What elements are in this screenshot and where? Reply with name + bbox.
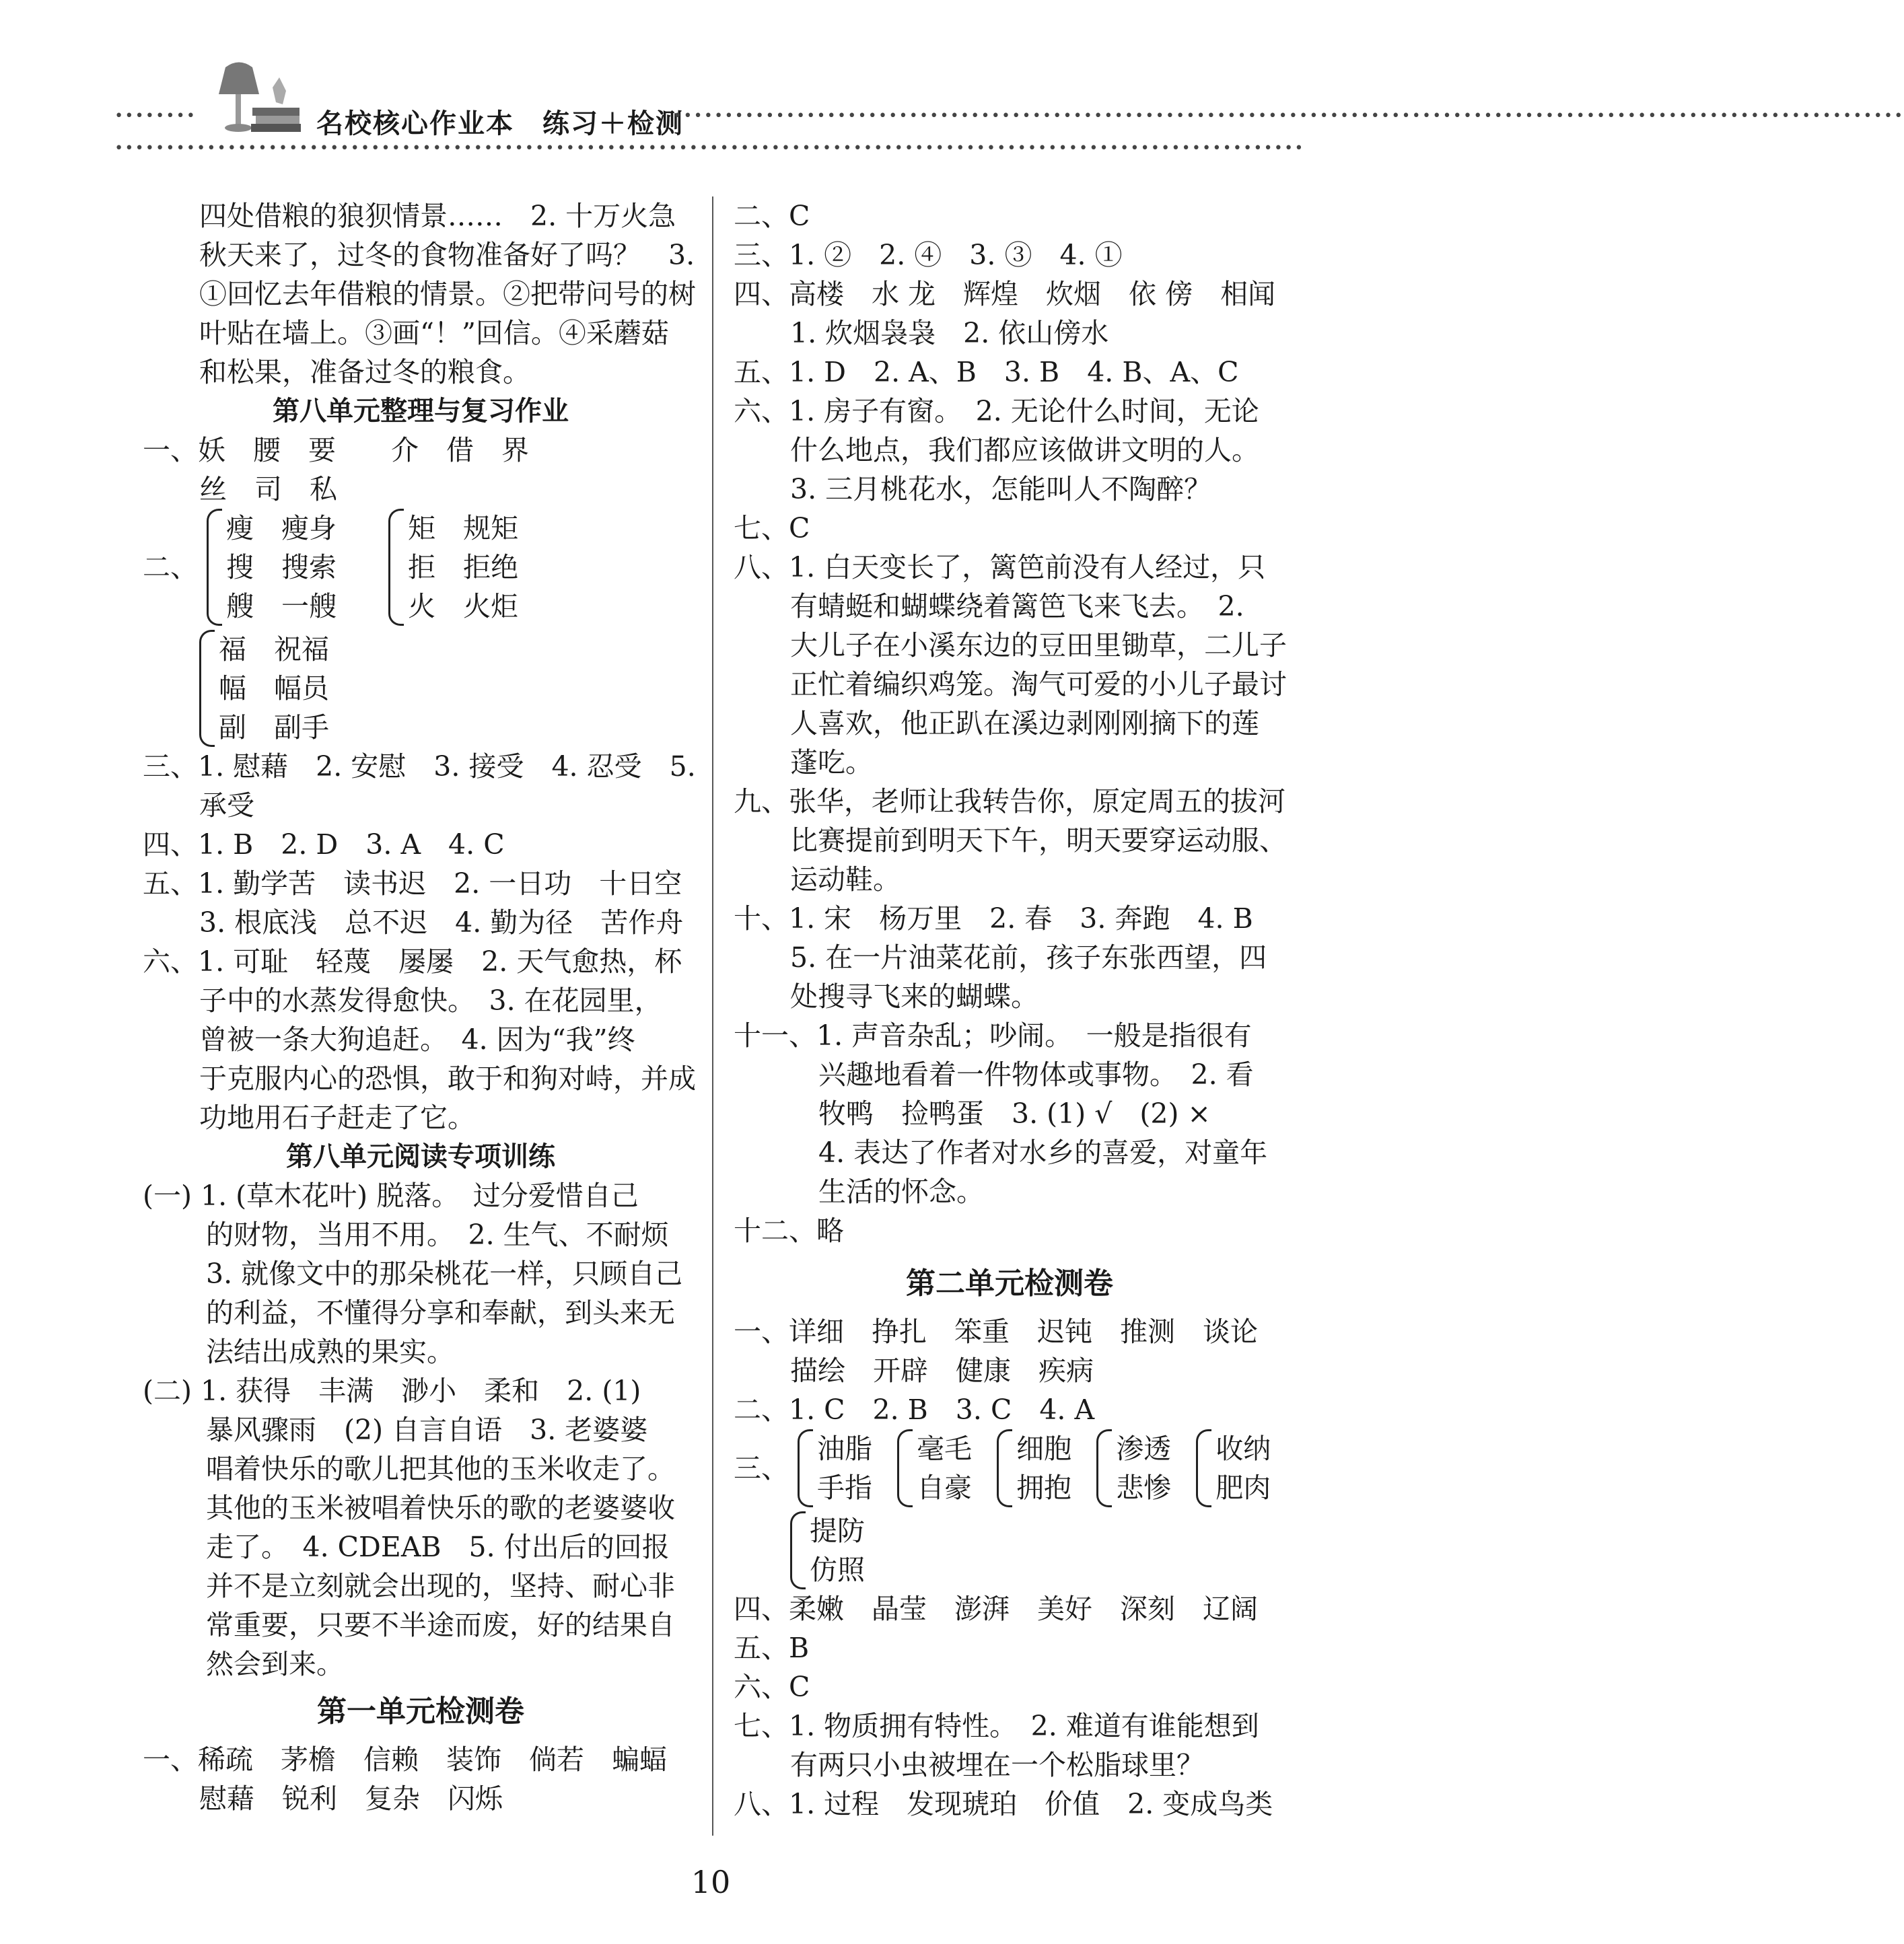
brace-item: 毫毛 (917, 1433, 973, 1465)
answer-line: 慰藉 锐利 复杂 闪烁 (199, 1783, 503, 1815)
column-divider (712, 196, 713, 1836)
answer-line: 3. 三月桃花水，怎能叫人不陶醉？ (790, 473, 1212, 505)
question-number: 二、 (143, 551, 198, 583)
answer-line: 十、1. 宋 杨万里 2. 春 3. 奔跑 4. B (734, 902, 1253, 935)
brace-set-3 (199, 630, 329, 747)
answer-line: (二) 1. 获得 丰满 渺小 柔和 2. (1) (143, 1375, 641, 1407)
brace-group-3 (734, 1429, 1285, 1507)
answer-line: 四、高楼 水 龙 辉煌 炊烟 依 傍 相闻 (734, 278, 1276, 310)
section-title: 第一单元检测卷 (317, 1694, 524, 1729)
brace-item: 渗透 (1116, 1433, 1172, 1465)
brace-group-2b (143, 630, 699, 747)
brace-item: 肥肉 (1215, 1472, 1271, 1504)
brace-pair-6 (790, 1511, 865, 1589)
brace-pair-2 (897, 1429, 972, 1507)
brace-item: 自豪 (917, 1472, 973, 1504)
brace-item: 拒 拒绝 (408, 551, 519, 583)
text-line: 和松果，准备过冬的粮食。 (199, 356, 530, 388)
answer-line: 三、1. 慰藉 2. 安慰 3. 接受 4. 忍受 5. (143, 750, 696, 783)
brace-item: 副 副手 (219, 711, 329, 744)
answer-line: 七、C (734, 512, 810, 544)
answer-line: 十一、1. 声音杂乱；吵闹。 一般是指很有 (734, 1019, 1252, 1052)
answer-line: 运动鞋。 (790, 863, 901, 896)
answer-line: 承受 (199, 789, 254, 822)
header-dots-bottom: •••••••••••••••••••••••••••••••••••••••••••••••••••••••••••••••••••••••••••••••••••••••••••••••••••••••••••••••••••• (114, 140, 1305, 157)
answer-line: 于克服内心的恐惧，敢于和狗对峙，并成 (199, 1063, 696, 1095)
answer-line: 十二、略 (734, 1215, 844, 1247)
answer-line: 三、1. ② 2. ④ 3. ③ 4. ① (734, 239, 1123, 271)
answer-line: 六、1. 房子有窗。 2. 无论什么时间，无论 (734, 395, 1259, 427)
answer-line: 的财物，当用不用。 2. 生气、不耐烦 (206, 1219, 669, 1251)
answer-line: 处搜寻飞来的蝴蝶。 (790, 980, 1038, 1013)
answer-line: 人喜欢，他正趴在溪边剥刚刚摘下的莲 (790, 707, 1259, 740)
brace-set-1 (207, 509, 337, 626)
right-column (734, 196, 1285, 1824)
answer-line: 常重要，只要不半途而废，好的结果自 (206, 1609, 675, 1641)
section-heading: 第八单元阅读专项训练 (286, 1141, 555, 1172)
answer-line: 六、C (734, 1671, 810, 1703)
answer-line: 八、1. 白天变长了，篱笆前没有人经过，只 (734, 551, 1266, 583)
brace-item: 瘦 瘦身 (226, 512, 337, 544)
answer-line: 一、详细 挣扎 笨重 迟钝 推测 谈论 (734, 1316, 1258, 1348)
answer-line: 5. 在一片油菜花前，孩子东张西望，四 (790, 941, 1267, 974)
answer-line: 唱着快乐的歌儿把其他的玉米收走了。 (206, 1453, 675, 1485)
answer-line: 一、稀疏 茅檐 信赖 装饰 倘若 蝙蝠 (143, 1743, 667, 1776)
brace-item: 仿照 (810, 1554, 865, 1586)
brace-item: 悲惨 (1116, 1472, 1172, 1504)
section-heading: 第八单元整理与复习作业 (273, 396, 569, 427)
answer-line: 七、1. 物质拥有特性。 2. 难道有谁能想到 (734, 1710, 1259, 1742)
brace-item: 手指 (817, 1472, 873, 1504)
section-title: 第二单元检测卷 (906, 1266, 1113, 1301)
answer-line: 蓬吃。 (790, 746, 873, 779)
brace-pair-4 (1096, 1429, 1171, 1507)
answer-line: 3. 就像文中的那朵桃花一样，只顾自己 (206, 1258, 683, 1290)
brace-item: 火 火炬 (408, 590, 519, 622)
answer-line: 比赛提前到明天下午，明天要穿运动服、 (790, 824, 1287, 857)
answer-line: 八、1. 过程 发现琥珀 价值 2. 变成鸟类 (734, 1788, 1273, 1820)
answer-line: 其他的玉米被唱着快乐的歌的老婆婆收 (206, 1492, 675, 1524)
brace-item: 福 祝福 (219, 633, 329, 665)
brace-item: 收纳 (1215, 1433, 1271, 1465)
answer-line: 1. 炊烟袅袅 2. 依山傍水 (790, 317, 1109, 349)
brace-item: 拥抱 (1016, 1472, 1072, 1504)
answer-line: 功地用石子赶走了它。 (199, 1102, 475, 1134)
header-title: 名校核心作业本 练习＋检测 (316, 108, 684, 139)
answer-line: 3. 根底浅 总不迟 4. 勤为径 苦作舟 (199, 906, 684, 939)
answer-line: 二、1. C 2. B 3. C 4. A (734, 1394, 1095, 1426)
brace-item: 油脂 (817, 1433, 873, 1465)
text-line: 四处借粮的狼狈情景…… 2. 十万火急 (199, 200, 676, 232)
answer-line: 四、柔嫩 晶莹 澎湃 美好 深刻 辽阔 (734, 1593, 1258, 1625)
answer-line: 生活的怀念。 (818, 1176, 984, 1208)
left-column (143, 196, 699, 1818)
text-line: 秋天来了，过冬的食物准备好了吗？ 3. (199, 239, 695, 271)
brace-item: 搜 搜索 (226, 551, 337, 583)
answer-line: 然会到来。 (206, 1648, 344, 1680)
lamp-and-books-icon (199, 54, 306, 141)
brace-group-3b (734, 1511, 1285, 1589)
brace-group-2 (143, 509, 699, 626)
answer-line: 二、C (734, 200, 810, 232)
header-dots-left: •••••••• (114, 108, 197, 124)
question-number: 三、 (734, 1452, 789, 1484)
text-line: ①回忆去年借粮的情景。②把带问号的树 (199, 278, 696, 310)
answer-line: 四、1. B 2. D 3. A 4. C (143, 828, 505, 861)
brace-set-2 (388, 509, 518, 626)
brace-item: 细胞 (1016, 1433, 1072, 1465)
answer-line: 4. 表达了作者对水乡的喜爱，对童年 (818, 1137, 1268, 1169)
answer-line: 正忙着编织鸡笼。淘气可爱的小儿子最讨 (790, 668, 1287, 700)
answer-line: 法结出成熟的果实。 (206, 1336, 454, 1368)
answer-line: 的利益，不懂得分享和奉献，到头来无 (206, 1297, 675, 1329)
answer-line: 九、张华，老师让我转告你，原定周五的拔河 (734, 785, 1285, 818)
answer-line: 曾被一条大狗追赶。 4. 因为“我”终 (199, 1023, 635, 1056)
answer-line: 牧鸭 捡鸭蛋 3. (1) √ (2) × (818, 1097, 1211, 1130)
brace-pair-5 (1196, 1429, 1271, 1507)
brace-pair-1 (798, 1429, 872, 1507)
answer-line: 并不是立刻就会出现的，坚持、耐心非 (206, 1570, 675, 1602)
page-number: 10 (691, 1864, 731, 1900)
answer-line: 有蜻蜓和蝴蝶绕着篱笆飞来飞去。 2. (790, 590, 1244, 622)
brace-item: 幅 幅员 (219, 672, 329, 705)
answer-line: 五、1. 勤学苦 读书迟 2. 一日功 十日空 (143, 867, 682, 900)
brace-item: 提防 (810, 1515, 865, 1547)
answer-line: (一) 1. (草木花叶) 脱落。 过分爱惜自己 (143, 1180, 639, 1212)
answer-line: 子中的水蒸发得愈快。 3. 在花园里， (199, 984, 662, 1017)
brace-item: 矩 规矩 (408, 512, 519, 544)
answer-line: 丝 司 私 (199, 473, 337, 505)
answer-line: 一、妖 腰 要 介 借 界 (143, 434, 529, 466)
text-line: 叶贴在墙上。③画“！”回信。④采蘑菇 (199, 317, 669, 349)
answer-line: 大儿子在小溪东边的豆田里锄草，二儿子 (790, 629, 1287, 661)
answer-line: 兴趣地看着一件物体或事物。 2. 看 (818, 1058, 1254, 1091)
answer-line: 走了。 4. CDEAB 5. 付出后的回报 (206, 1531, 670, 1563)
answer-line: 暴风骤雨 (2) 自言自语 3. 老婆婆 (206, 1414, 648, 1446)
answer-line: 五、B (734, 1632, 810, 1664)
header-dots-right: •••••••••••••••••••••••••••••••••••••••••••••••••••••••••••••••••••••••••••••••••••••••••••••••••••••••••••••••••••••••• (673, 108, 1904, 124)
answer-line: 五、1. D 2. A、B 3. B 4. B、A、C (734, 356, 1239, 388)
answer-line: 什么地点，我们都应该做讲文明的人。 (790, 434, 1259, 466)
brace-item: 艘 一艘 (226, 590, 337, 622)
brace-pair-3 (997, 1429, 1071, 1507)
answer-line: 有两只小虫被埋在一个松脂球里？ (790, 1749, 1204, 1781)
page-header (0, 0, 1904, 168)
answer-line: 六、1. 可耻 轻蔑 屡屡 2. 天气愈热，杯 (143, 945, 682, 978)
answer-line: 描绘 开辟 健康 疾病 (790, 1355, 1094, 1387)
